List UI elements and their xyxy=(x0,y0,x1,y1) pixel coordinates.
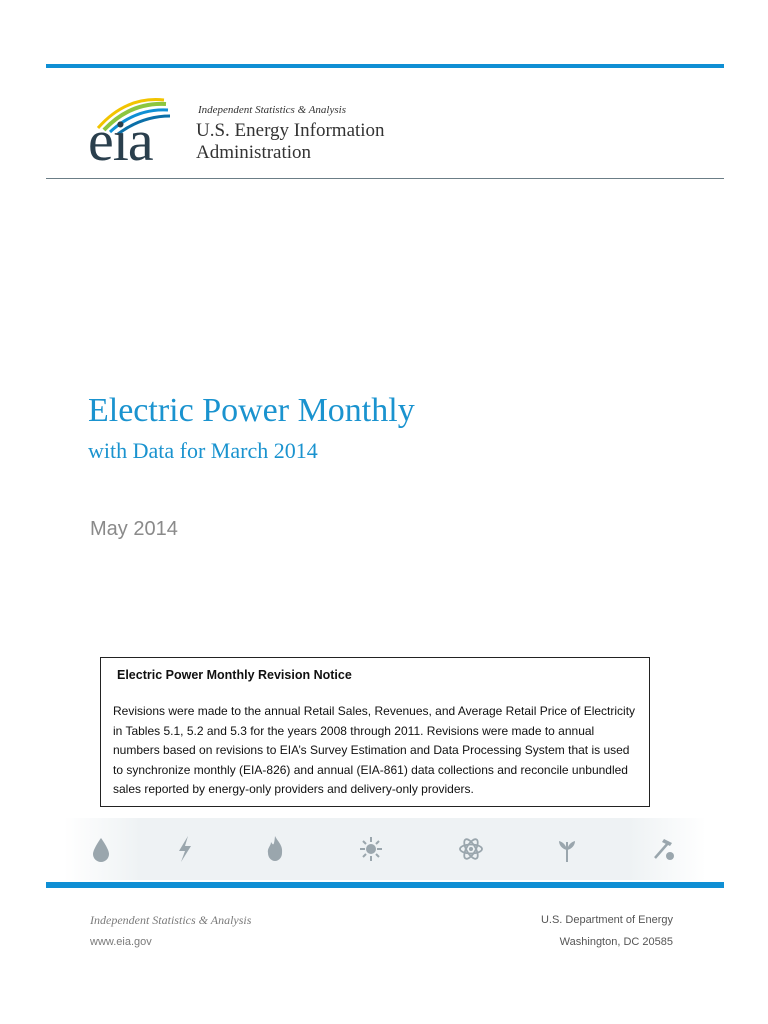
header-divider xyxy=(46,178,724,179)
report-date: May 2014 xyxy=(90,518,178,540)
revision-notice-box xyxy=(100,657,650,807)
footer-department: U.S. Department of Energy xyxy=(540,914,673,926)
agency-name-line2: Administration xyxy=(196,142,312,163)
agency-name-line1: U.S. Energy Information xyxy=(196,120,385,141)
plant-icon xyxy=(554,834,580,864)
atom-icon xyxy=(458,834,484,864)
top-rule xyxy=(46,64,724,68)
flame-icon xyxy=(262,834,288,864)
notice-title: Electric Power Monthly Revision Notice xyxy=(117,668,352,682)
eia-logo xyxy=(86,94,182,173)
notice-body: Revisions were made to the annual Retail Sales, Revenues, and Average Retail Price of Electricity in Tables 5.1, 5.2 and 5.3 for the years 2008 through 2011. Revisions were made to annual numbers based on revisions to EIA’s Survey Estimation and Data Processing System that is used to synchronize monthly (EIA-826) and annual (EIA-861) data collections and reconcile unbundled sales reported by energy-only providers and delivery-only providers. xyxy=(113,704,636,796)
logo-wordmark: eia xyxy=(88,108,153,173)
agency-name xyxy=(196,120,456,164)
coal-hammer-icon xyxy=(650,834,676,864)
bottom-rule xyxy=(46,882,724,888)
oil-drop-icon xyxy=(88,834,114,864)
report-title: Electric Power Monthly xyxy=(88,392,415,429)
footer-website-link[interactable]: www.eia.gov xyxy=(90,936,152,948)
footer-location: Washington, DC 20585 xyxy=(559,936,673,948)
footer-tagline: Independent Statistics & Analysis xyxy=(90,913,252,927)
header-tagline: Independent Statistics & Analysis xyxy=(198,104,346,116)
sun-icon xyxy=(358,834,384,864)
header xyxy=(86,94,486,172)
energy-icon-strip xyxy=(64,818,706,880)
lightning-icon xyxy=(172,834,198,864)
report-subtitle: with Data for March 2014 xyxy=(88,438,318,463)
